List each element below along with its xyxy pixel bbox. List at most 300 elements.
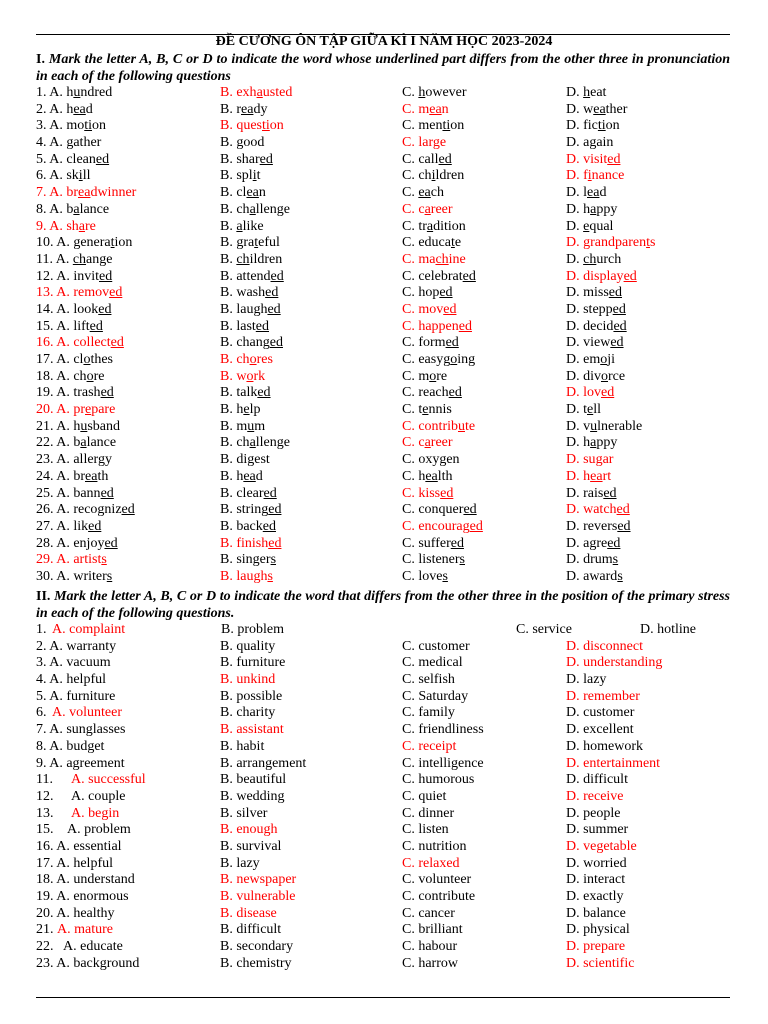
option: D. lazy (566, 672, 607, 688)
question-row (0, 569, 768, 586)
underlined-part: ea (587, 185, 600, 201)
option-text-rest: pare (91, 402, 116, 418)
option: 20. A. healthy (36, 905, 115, 921)
question-row (0, 922, 768, 939)
option: B. beautiful (220, 772, 287, 788)
option: D. hotline (640, 622, 696, 637)
option-b (220, 402, 260, 419)
option-text: 14. A. look (36, 301, 99, 317)
option-text: 4. A. (36, 135, 67, 151)
option-text: D. award (566, 568, 618, 584)
page-title: ĐỀ CƯƠNG ÔN TẬP GIỮA KÌ I NĂM HỌC 2023-2024 (215, 34, 553, 49)
underlined-part: ed (262, 518, 276, 534)
question-row (0, 219, 768, 236)
underlined-part: ea (590, 468, 603, 484)
option-text: C. men (402, 118, 443, 134)
underlined-part: a (73, 201, 80, 217)
underlined-part: i (587, 168, 592, 184)
option-a-answer (36, 185, 136, 202)
option: C. friendliness (402, 722, 484, 738)
option-text-rest: e (439, 135, 447, 151)
option-b (220, 135, 264, 152)
underlined-part: ed (95, 151, 110, 167)
underlined-part: t (646, 235, 650, 251)
underlined-part: t (254, 235, 259, 251)
option-text: C. c (402, 201, 425, 217)
option: D. physical (566, 922, 630, 938)
underlined-part: a (256, 85, 263, 100)
option: D. balance (566, 905, 626, 921)
underlined-part: ed (445, 335, 459, 351)
option-answer: A. successful (71, 772, 146, 788)
option-a-answer (36, 552, 107, 569)
option-b (220, 152, 273, 169)
option-answer: C. receipt (402, 738, 457, 754)
option-answer: D. vegetable (566, 838, 637, 854)
option-text-rest: thes (90, 352, 114, 367)
underlined-part: o (246, 368, 254, 384)
option-text: 5. A. clean (36, 151, 96, 167)
option: B. habit (220, 738, 265, 754)
underlined-part: g (595, 452, 603, 468)
option: B. survival (220, 838, 282, 854)
option-d (566, 285, 622, 302)
option: 3. A. vacuum (36, 655, 111, 671)
underlined-part: i (252, 168, 257, 184)
question-row (0, 806, 768, 823)
option-a (36, 302, 111, 319)
option-text: D. rais (566, 485, 604, 501)
underlined-part: e (583, 218, 590, 234)
underlined-part: ed (613, 318, 627, 334)
option-text: D. view (566, 335, 611, 351)
underlined-part: ed (257, 385, 271, 401)
question-row (0, 672, 768, 689)
question-number: 13. (36, 805, 54, 821)
option-d (566, 319, 627, 336)
option-text: B. last (220, 318, 256, 334)
option-text: B. ch (220, 201, 250, 217)
option-text-rest: s (649, 235, 656, 251)
option: B. wedding (220, 788, 285, 804)
option-text-rest: d (85, 101, 93, 117)
option-b (220, 269, 284, 286)
underlined-part: u (73, 85, 81, 100)
option-c (402, 452, 460, 469)
underlined-part: o (86, 368, 94, 384)
option-text: B. gra (220, 235, 255, 251)
option-c-answer (402, 302, 456, 319)
option-answer: D. scientific (566, 955, 635, 971)
option-text: 13. A. remov (36, 285, 110, 301)
option: B. difficult (220, 922, 282, 938)
option-text: D. revers (566, 518, 618, 534)
option-a-answer (36, 219, 96, 236)
underlined-part: ti (597, 118, 606, 134)
option-text: C. m (402, 101, 430, 117)
option-text: 19. A. trash (36, 385, 101, 401)
option-text-rest: d (255, 468, 263, 484)
option-text: B. ch (220, 435, 250, 451)
question-row (0, 435, 768, 452)
option: C. family (402, 705, 455, 721)
option-text: C. oxy (402, 452, 440, 468)
underlined-part: g (97, 452, 105, 468)
option-b (220, 252, 282, 269)
underlined-part: t (450, 235, 455, 251)
question-row (0, 956, 768, 973)
option-answer: B. vulnerable (220, 889, 296, 904)
question-row (0, 486, 768, 503)
underlined-part: ed (607, 151, 621, 167)
option-text: D. display (566, 268, 624, 284)
underlined-part: g (432, 135, 440, 151)
question-row (0, 469, 768, 486)
option-text: D. div (566, 368, 601, 384)
option-text: B. clear (220, 485, 264, 501)
option-c (402, 352, 475, 369)
option-text: C. form (402, 335, 446, 351)
option-text: C. celebrat (402, 268, 463, 284)
option-d (566, 302, 626, 319)
option-answer: D. entertainment (566, 755, 661, 771)
option: 9. A. agreement (36, 755, 125, 771)
question-row (0, 519, 768, 536)
question-row (0, 352, 768, 369)
underlined-part: ed (617, 518, 631, 534)
option-text: D. (566, 218, 584, 234)
option-text: 30. A. writer (36, 568, 107, 584)
underlined-part: o (429, 368, 437, 384)
option-text: D. a (566, 135, 590, 151)
option-text: 8. A. b (36, 201, 74, 217)
question-row (0, 839, 768, 856)
option-text: B. talk (220, 385, 258, 401)
question-row (0, 319, 768, 336)
option-text: C. conquer (402, 502, 464, 518)
option: A. educate (63, 939, 123, 955)
question-row (0, 102, 768, 119)
option: C. Saturday (402, 688, 469, 704)
option-text: C. h (402, 468, 426, 484)
question-row (0, 789, 768, 806)
question-row (0, 185, 768, 202)
option-text: 29. A. artist (36, 552, 102, 568)
option-text-rest: ange (86, 251, 113, 267)
question-row (0, 939, 768, 956)
option-c (402, 385, 462, 402)
option-b (220, 219, 264, 236)
underlined-part: ed (623, 268, 637, 284)
option: 7. A. sunglasses (36, 722, 126, 738)
option-text-rest: rt (602, 468, 612, 484)
question-number: 1. (36, 622, 47, 637)
option-text: B. (220, 135, 237, 151)
underlined-part: a (424, 435, 431, 451)
option-text: C. m (402, 368, 430, 384)
section-1-instruction-text: Mark the letter A, B, C or D to indicate the word whose underlined part differs from the other three in pronunciation in each of the following questions (36, 52, 730, 84)
underlined-part: a (424, 201, 431, 217)
option-text-rest: re (93, 368, 105, 384)
question-number: 21. (36, 922, 54, 938)
option-text: B. exh (220, 85, 257, 100)
option-answer: D. prepare (566, 939, 626, 955)
underlined-part: ed (100, 485, 114, 501)
underlined-part: ea (73, 101, 86, 117)
option-b-answer (220, 536, 281, 553)
option-text-rest: d (599, 185, 607, 201)
option-text: C. happen (402, 318, 459, 334)
option-text-rest: llenge (255, 435, 290, 451)
underlined-part: ed (270, 268, 284, 284)
option-b (220, 419, 265, 436)
option-c-answer (402, 486, 453, 503)
underlined-part: s (270, 552, 277, 568)
option-text-rest: on (450, 118, 465, 134)
option-c (402, 235, 461, 252)
option: B. furniture (220, 655, 286, 671)
option-text-rest: ppy (596, 201, 618, 217)
option-text: B. chang (220, 335, 270, 351)
option-text-rest: n (258, 185, 266, 201)
underlined-part: a (249, 435, 256, 451)
option-text: 26. A. recogniz (36, 502, 122, 518)
underlined-part: s (267, 568, 273, 584)
option-a-answer (36, 402, 115, 419)
question-row (0, 118, 768, 135)
underlined-part: ed (100, 385, 114, 401)
option: 19. A. enormous (36, 889, 129, 904)
option-c-answer (402, 102, 449, 119)
option: D. homework (566, 738, 643, 754)
underlined-part: ed (608, 285, 623, 301)
option-text: B. laugh (220, 568, 268, 584)
option-c (402, 168, 464, 185)
question-row (0, 689, 768, 706)
option-a (36, 352, 113, 369)
option-text: D. em (566, 352, 601, 367)
option: D. customer (566, 705, 635, 721)
option: D. summer (566, 822, 629, 838)
option-text: D. (566, 251, 584, 267)
question-row (0, 906, 768, 923)
option: C. medical (402, 655, 463, 671)
option-text: 28. A. enjoy (36, 535, 105, 551)
option-text-rest: urch (596, 251, 622, 267)
question-row (0, 756, 768, 773)
option-text: C. contrib (402, 418, 458, 434)
question-row (0, 385, 768, 402)
option-text: C. call (402, 151, 439, 167)
underlined-part: i (431, 168, 436, 184)
option: B. chemistry (220, 955, 292, 971)
option-text: C. kiss (402, 485, 441, 501)
underlined-part: ed (616, 502, 630, 518)
option-d-answer (566, 385, 614, 402)
option-text: C. easyg (402, 352, 451, 367)
option-text: B. singer (220, 552, 271, 568)
option-text-rest: usted (262, 85, 293, 100)
option-a (36, 569, 112, 586)
underlined-part: ed (99, 268, 113, 284)
option-text: 2. A. h (36, 101, 74, 117)
option-text: B. ch (220, 352, 250, 367)
option-d (566, 435, 617, 452)
question-row (0, 772, 768, 789)
option: D. people (566, 805, 621, 821)
question-number: 11. (36, 772, 53, 788)
option-b (220, 202, 290, 219)
option-text-rest: ndred (80, 85, 113, 100)
option: D. difficult (566, 772, 628, 788)
option-answer: B. enough (220, 822, 278, 838)
underlined-part: h (583, 85, 591, 100)
section-2-questions (0, 622, 768, 972)
underlined-part: ea (85, 468, 98, 484)
underlined-part: ed (462, 268, 476, 284)
underlined-part: ed (469, 518, 483, 534)
option-text: B. cl (220, 185, 247, 201)
option-b (220, 285, 278, 302)
option-text-rest: dition (433, 218, 466, 234)
option-answer: D. understanding (566, 655, 663, 671)
option: B. possible (220, 688, 283, 704)
option-text-rest: ppy (596, 435, 618, 451)
option-c (402, 118, 464, 135)
underlined-part: o (600, 352, 608, 367)
question-row (0, 739, 768, 756)
option: 23. A. background (36, 955, 140, 971)
option-text-rest: owever (425, 85, 467, 100)
underlined-part: g (589, 135, 597, 151)
option-text: D. w (566, 101, 594, 117)
question-row (0, 419, 768, 436)
option: C. brilliant (402, 922, 463, 938)
option-text-rest: reer (430, 435, 453, 451)
question-row (0, 252, 768, 269)
option-a (36, 486, 114, 503)
underlined-part: a (590, 201, 597, 217)
underlined-part: ed (268, 535, 282, 551)
option: D. exactly (566, 889, 624, 904)
section-1-questions (0, 85, 768, 586)
option-text: D. lov (566, 385, 601, 401)
underlined-part: a (78, 218, 86, 234)
underlined-part: ed (438, 151, 452, 167)
option-c-answer (402, 419, 475, 436)
underlined-part: ed (110, 335, 124, 351)
underlined-part: o (601, 368, 608, 384)
option-text-rest: ing (457, 352, 476, 367)
option-text: C. mov (402, 301, 444, 317)
option-text: D. drum (566, 552, 613, 568)
option-d-answer (566, 235, 655, 252)
option-answer: A. complaint (52, 622, 126, 637)
option-text: 25. A. bann (36, 485, 101, 501)
option-d (566, 252, 621, 269)
option: 4. A. helpful (36, 672, 106, 688)
option-d (566, 402, 601, 419)
option-b (220, 452, 270, 469)
option-c-answer (402, 319, 472, 336)
option-c (402, 569, 448, 586)
underlined-part: ea (418, 185, 431, 201)
option-text: C. encourag (402, 518, 470, 534)
underlined-part: ea (429, 101, 442, 117)
option-c-answer (402, 252, 466, 269)
option-text: D. stepp (566, 301, 613, 317)
underlined-part: ed (121, 502, 135, 518)
question-row (0, 335, 768, 352)
option-text-rest: on (92, 118, 107, 134)
option-text: C. c (402, 435, 425, 451)
section-2-instruction-text: Mark the letter A, B, C or D to indicate the word that differs from the other three in the position of the primary stress in each of the following questions. (36, 589, 731, 621)
option-d (566, 536, 620, 553)
option-answer: B. disease (220, 905, 277, 921)
section-1-label: I. (36, 52, 45, 67)
option: C. selfish (402, 672, 455, 688)
underlined-part: ed (268, 502, 282, 518)
underlined-part: ed (267, 301, 281, 317)
option-text: 10. A. genera (36, 235, 111, 251)
question-row (0, 822, 768, 839)
option-c-answer (402, 202, 453, 219)
option: C. nutrition (402, 838, 467, 854)
question-row (0, 889, 768, 906)
option-text: B. w (220, 368, 247, 384)
option-text: D. grandparen (566, 235, 647, 251)
option: D. excellent (566, 722, 634, 738)
underlined-part: ea (78, 185, 91, 201)
underlined-part: u (590, 418, 598, 434)
option-text: B. spl (220, 168, 253, 184)
underlined-part: e (243, 402, 250, 418)
option-text: C. hop (402, 285, 440, 301)
underlined-part: ea (241, 101, 254, 117)
option-a (36, 168, 90, 185)
option-text: D. h (566, 468, 591, 484)
option-a (36, 319, 103, 336)
option-text-rest: lance (79, 201, 110, 217)
option-text: B. h (220, 468, 244, 484)
option-text-rest: re (436, 368, 448, 384)
option-text-rest: en (446, 452, 460, 468)
option: B. lazy (220, 855, 260, 871)
option-c (402, 185, 444, 202)
option-c (402, 152, 452, 169)
option-c (402, 85, 467, 102)
option: D. interact (566, 872, 626, 888)
option: C. volunteer (402, 872, 472, 888)
option-b (220, 168, 260, 185)
option-text: C. love (402, 568, 443, 584)
underlined-part: ed (98, 301, 112, 317)
option-text: D. watch (566, 502, 617, 518)
underlined-part: e (587, 402, 594, 418)
option-d (566, 419, 642, 436)
underlined-part: ch (435, 251, 449, 267)
option-text: B. m (220, 418, 248, 434)
option-c (402, 469, 453, 486)
option-answer: D. remember (566, 688, 640, 704)
underlined-part: a (249, 201, 256, 217)
option: B. quality (220, 638, 276, 654)
option-text: 11. A. (36, 251, 73, 267)
option-a (36, 269, 112, 286)
option-b (220, 502, 281, 519)
section-1-instruction (36, 51, 730, 85)
option-b-answer (220, 85, 292, 102)
